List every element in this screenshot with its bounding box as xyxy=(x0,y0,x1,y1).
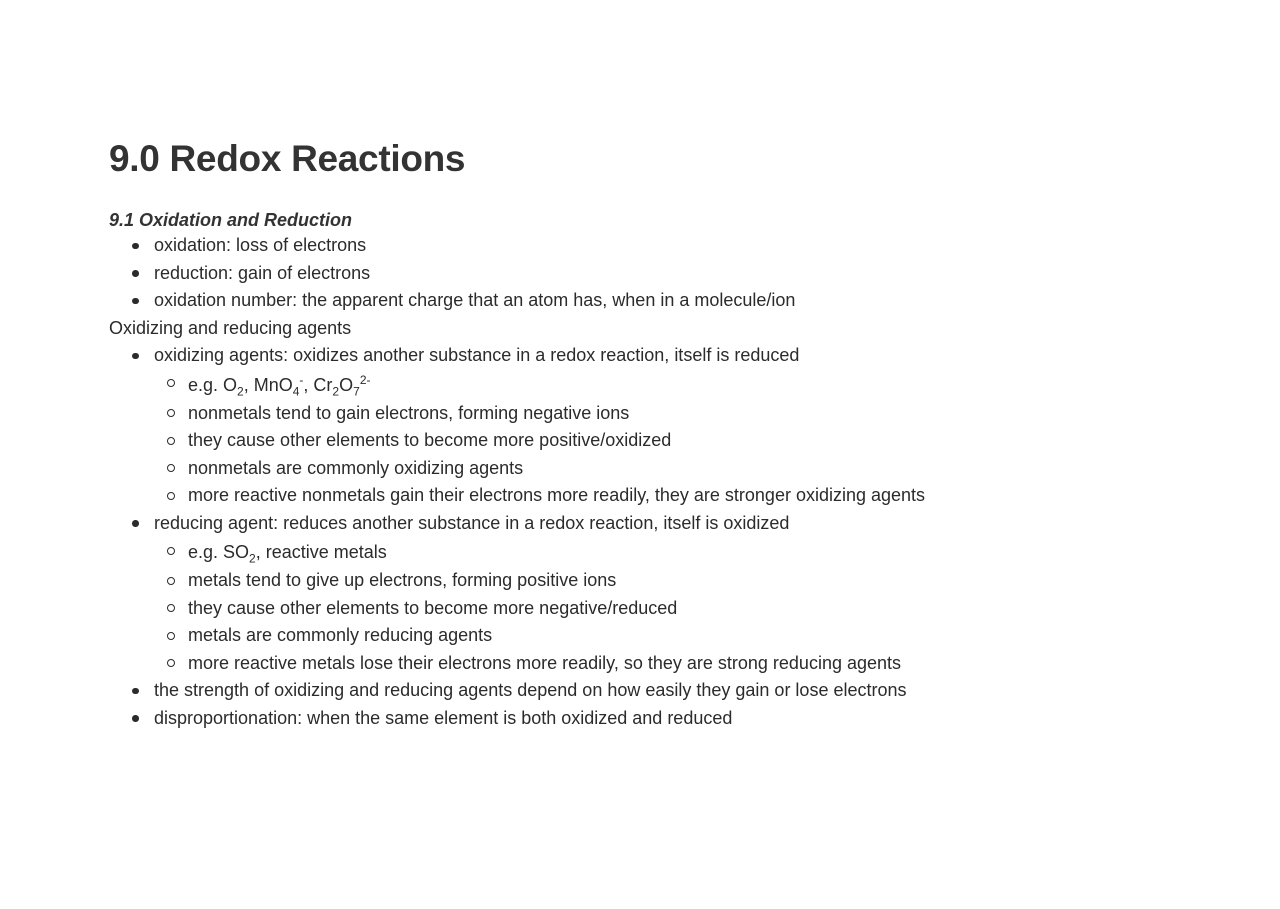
oxidizing-point: they cause other elements to become more positive/oxidized xyxy=(188,430,672,450)
formula-subscript: 2 xyxy=(237,384,244,399)
formula-superscript: - xyxy=(299,372,304,387)
formula-subscript: 7 xyxy=(353,384,360,399)
list-item xyxy=(154,455,1209,483)
list-item xyxy=(109,677,1209,705)
bullet-disc-icon xyxy=(132,353,139,360)
formula-superscript: 2- xyxy=(359,372,371,387)
formula-subscript: 2 xyxy=(249,551,256,566)
list-item xyxy=(154,370,1209,400)
definitions-list xyxy=(109,232,1209,315)
formula-text: , MnO xyxy=(243,374,293,395)
bullet-disc-icon xyxy=(132,243,139,250)
disproportionation-definition: disproportionation: when the same element is both oxidized and reduced xyxy=(154,707,733,728)
formula-text: e.g. SO xyxy=(188,542,250,562)
reducing-example-formula xyxy=(188,537,387,567)
bullet-circle-icon xyxy=(167,659,175,667)
oxidizing-point: nonmetals tend to gain electrons, forming negative ions xyxy=(188,402,630,423)
oxidizing-example-formula xyxy=(188,370,370,400)
bullet-disc-icon xyxy=(132,270,139,277)
reducing-agent-label: reducing agent: reduces another substance in a redox reaction, itself is oxidized xyxy=(154,512,790,533)
bullet-circle-icon xyxy=(167,379,175,387)
list-item xyxy=(154,537,1209,567)
formula-subscript: 2 xyxy=(332,384,340,399)
reducing-point: metals tend to give up electrons, forming positive ions xyxy=(188,570,617,590)
bullet-circle-icon xyxy=(167,604,175,612)
list-item xyxy=(154,482,1209,510)
definition-reduction: reduction: gain of electrons xyxy=(154,262,371,283)
strength-statement: the strength of oxidizing and reducing agents depend on how easily they gain or lose electrons xyxy=(154,680,907,700)
list-item xyxy=(154,595,1209,623)
list-item-oxidizing-agents xyxy=(109,342,1209,510)
bullet-circle-icon xyxy=(167,464,175,472)
formula-text: , Cr xyxy=(303,374,333,395)
agents-heading: Oxidizing and reducing agents xyxy=(109,317,352,338)
list-item xyxy=(109,232,1209,260)
bullet-circle-icon xyxy=(167,409,175,417)
definition-oxidation: oxidation: loss of electrons xyxy=(154,235,367,255)
list-item xyxy=(154,567,1209,595)
bullet-circle-icon xyxy=(167,632,175,640)
list-item xyxy=(154,622,1209,650)
list-item xyxy=(154,400,1209,428)
formula-text: e.g. O xyxy=(188,374,238,395)
bullet-circle-icon xyxy=(167,492,175,500)
document-page xyxy=(109,136,1209,732)
document-body xyxy=(109,232,1209,732)
list-item xyxy=(109,705,1209,733)
reducing-point: more reactive metals lose their electrons more readily, so they are strong reducing agents xyxy=(188,652,902,673)
bullet-circle-icon xyxy=(167,577,175,585)
section-subtitle: 9.1 Oxidation and Reduction xyxy=(109,210,353,230)
reducing-point: they cause other elements to become more negative/reduced xyxy=(188,597,678,618)
agents-list xyxy=(109,342,1209,732)
oxidizing-sublist xyxy=(154,370,1209,510)
formula-text: O xyxy=(339,374,354,395)
oxidizing-agents-label: oxidizing agents: oxidizes another substance in a redox reaction, itself is reduced xyxy=(154,345,800,365)
reducing-sublist xyxy=(154,537,1209,677)
list-item xyxy=(154,650,1209,678)
bullet-disc-icon xyxy=(132,520,139,527)
formula-text: , reactive metals xyxy=(255,542,387,562)
list-item xyxy=(154,427,1209,455)
reducing-point: metals are commonly reducing agents xyxy=(188,625,493,645)
page-title: 9.0 Redox Reactions xyxy=(109,138,466,179)
bullet-disc-icon xyxy=(132,688,139,695)
list-item xyxy=(109,287,1209,315)
bullet-disc-icon xyxy=(132,715,139,722)
bullet-circle-icon xyxy=(167,547,175,555)
bullet-circle-icon xyxy=(167,437,175,445)
oxidizing-point: more reactive nonmetals gain their electrons more readily, they are stronger oxidizing agents xyxy=(188,485,926,505)
formula-subscript: 4 xyxy=(292,384,300,399)
list-item xyxy=(109,260,1209,288)
list-item-reducing-agent xyxy=(109,510,1209,678)
definition-oxidation-number: oxidation number: the apparent charge that an atom has, when in a molecule/ion xyxy=(154,290,796,310)
bullet-disc-icon xyxy=(132,298,139,305)
oxidizing-point: nonmetals are commonly oxidizing agents xyxy=(188,457,524,478)
